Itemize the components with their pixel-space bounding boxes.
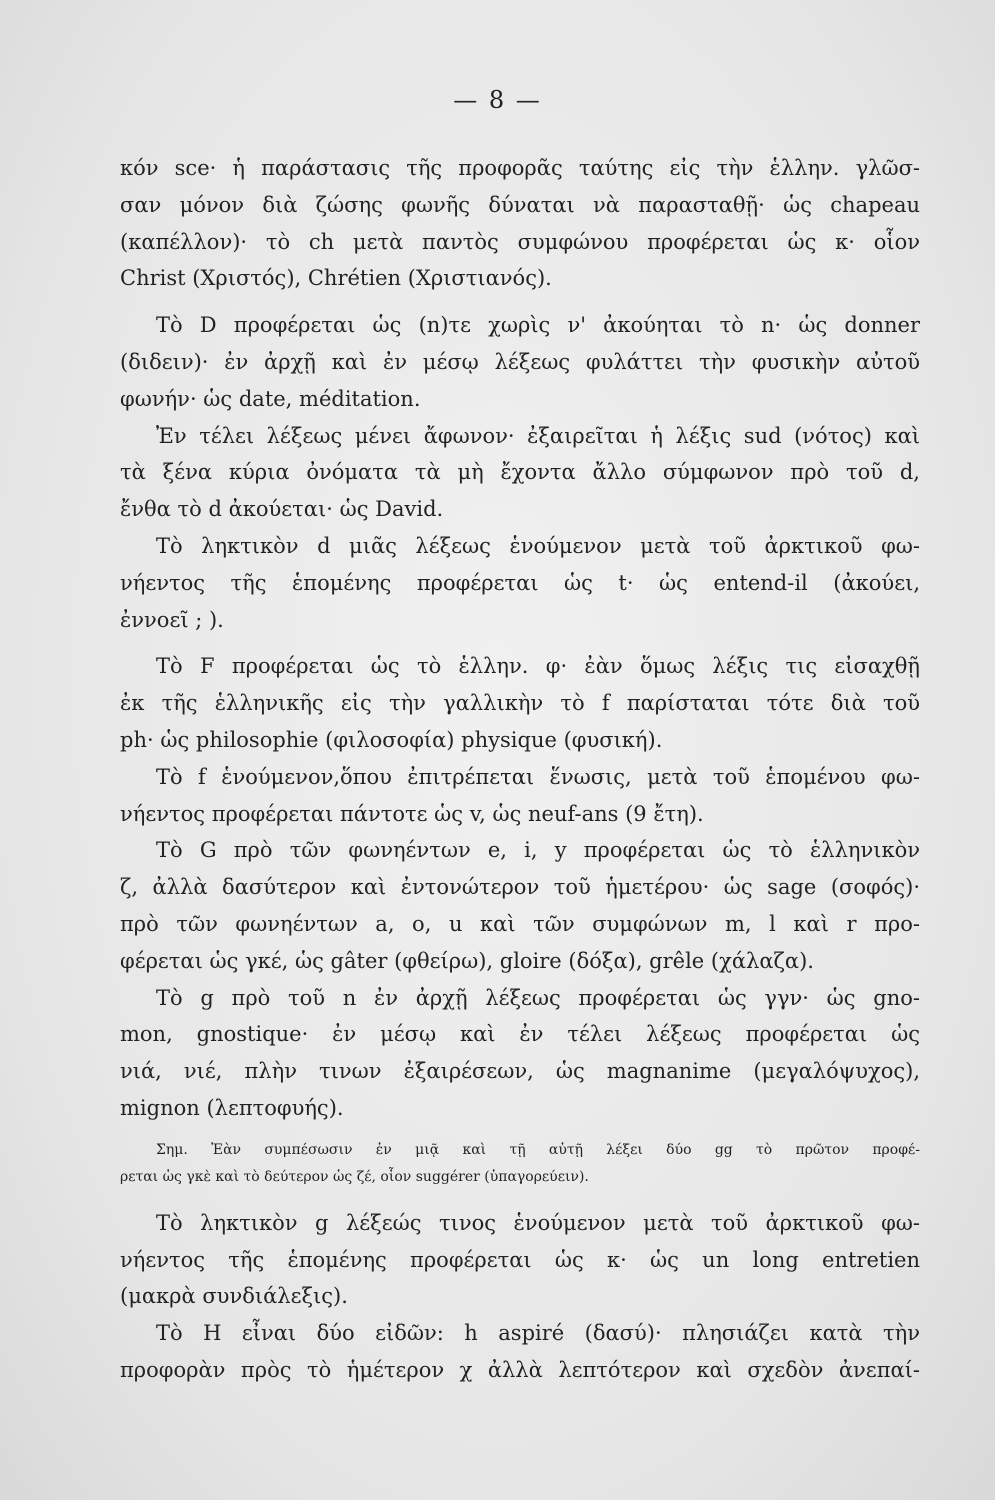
text-line: νήεντος τῆς ἑπομένης προφέρεται ὡς κ· ὡς un long entretien — [120, 1247, 920, 1272]
text-line: Τὸ f ἑνούμενον,ὅπου ἐπιτρέπεται ἕνωσις, μετὰ τοῦ ἑπομένου φω- — [156, 764, 920, 789]
text-line: τὰ ξένα κύρια ὀνόματα τὰ μὴ ἔχοντα ἄλλο σύμφωνον πρὸ τοῦ d, — [120, 460, 920, 485]
text-line: Τὸ G πρὸ τῶν φωνηέντων e, i, y προφέρεται ὡς τὸ ἑλληνικὸν — [156, 838, 920, 863]
text-line: ph· ὡς philosophie (φιλοσοφία) physique (φυσική). — [120, 727, 663, 752]
text-line: mon, gnostique· ἐν μέσῳ καὶ ἐν τέλει λέξεως προφέρεται ὡς — [120, 1022, 920, 1047]
text-line: φωνήν· ὡς date, méditation. — [120, 386, 421, 411]
text-line: (καπέλλον)· τὸ ch μετὰ παντὸς συμφώνου προφέρεται ὡς κ· οἷον — [120, 229, 920, 254]
text-line: (διδειν)· ἐν ἀρχῇ καὶ ἐν μέσῳ λέξεως φυλάττει τὴν φυσικὴν αὐτοῦ — [120, 349, 920, 374]
footnote-line: Σημ. Ἐὰν συμπέσωσιν ἐν μιᾷ καὶ τῇ αὐτῇ λέξει δύο gg τὸ πρῶτον προφέ- — [156, 1141, 920, 1158]
text-line: Ἐν τέλει λέξεως μένει ἄφωνον· ἐξαιρεῖται ἡ λέξις sud (νότος) καὶ — [156, 423, 920, 448]
text-line: νήεντος τῆς ἑπομένης προφέρεται ὡς t· ὡς entend-il (ἀκούει, — [120, 570, 920, 595]
text-line: κόν sce· ἡ παράστασις τῆς προφορᾶς ταύτης εἰς τὴν ἑλλην. γλῶσ- — [120, 156, 920, 180]
text-line: mignon (λεπτοφυής). — [120, 1095, 344, 1120]
text-line: Τὸ F προφέρεται ὡς τὸ ἑλλην. φ· ἐὰν ὅμως λέξις τις εἰσαχθῇ — [156, 654, 920, 679]
text-line: Τὸ ληκτικὸν d μιᾶς λέξεως ἑνούμενον μετὰ τοῦ ἀρκτικοῦ φω- — [156, 533, 920, 558]
text-line: πρὸ τῶν φωνηέντων a, o, u καὶ τῶν συμφώνων m, l καὶ r προ- — [120, 911, 920, 936]
text-line: σαν μόνον διὰ ζώσης φωνῆς δύναται νὰ παρασταθῇ· ὡς chapeau — [120, 192, 920, 217]
text-line: ἐκ τῆς ἑλληνικῆς εἰς τὴν γαλλικὴν τὸ f παρίσταται τότε διὰ τοῦ — [120, 691, 920, 716]
text-line: ἔνθα τὸ d ἀκούεται· ὡς David. — [120, 497, 444, 522]
footnote-line: ρεται ὡς γκὲ καὶ τὸ δεύτερον ὡς ζέ, οἷον suggérer (ὑπαγορεύειν). — [120, 1168, 589, 1185]
body-text — [120, 150, 920, 1389]
text-line: Τὸ g πρὸ τοῦ n ἐν ἀρχῇ λέξεως προφέρεται ὡς γγν· ὡς gno- — [156, 985, 920, 1010]
text-line: προφορὰν πρὸς τὸ ἡμέτερον χ ἀλλὰ λεπτότερον καὶ σχεδὸν ἀνεπαί- — [120, 1357, 920, 1382]
text-line: (μακρὰ συνδιάλεξις). — [120, 1284, 348, 1309]
text-line: ἐννοεῖ ; ). — [120, 607, 224, 632]
text-line: νιά, νιέ, πλὴν τινων ἐξαιρέσεων, ὡς magnanime (μεγαλόψυχος), — [120, 1059, 920, 1084]
text-line: Christ (Χριστός), Chrétien (Χριστιανός). — [120, 266, 552, 291]
text-line: νήεντος προφέρεται πάντοτε ὡς v, ὡς neuf-ans (9 ἔτη). — [120, 801, 704, 826]
page-number: — 8 — — [453, 86, 542, 114]
text-line: Τὸ D προφέρεται ὡς (n)τε χωρὶς ν' ἀκούηται τὸ n· ὡς donner — [156, 313, 920, 338]
text-line: φέρεται ὡς γκέ, ὡς gâter (φθείρω), gloire (δόξα), grêle (χάλαζα). — [120, 948, 814, 973]
text-line: ζ, ἀλλὰ δασύτερον καὶ ἐντονώτερον τοῦ ἡμετέρου· ὡς sage (σοφός)· — [120, 875, 920, 900]
text-line: Τὸ H εἶναι δύο εἰδῶν: h aspiré (δασύ)· πλησιάζει κατὰ τὴν — [156, 1321, 920, 1346]
text-line: Τὸ ληκτικὸν g λέξεώς τινος ἑνούμενον μετὰ τοῦ ἀρκτικοῦ φω- — [156, 1210, 920, 1235]
